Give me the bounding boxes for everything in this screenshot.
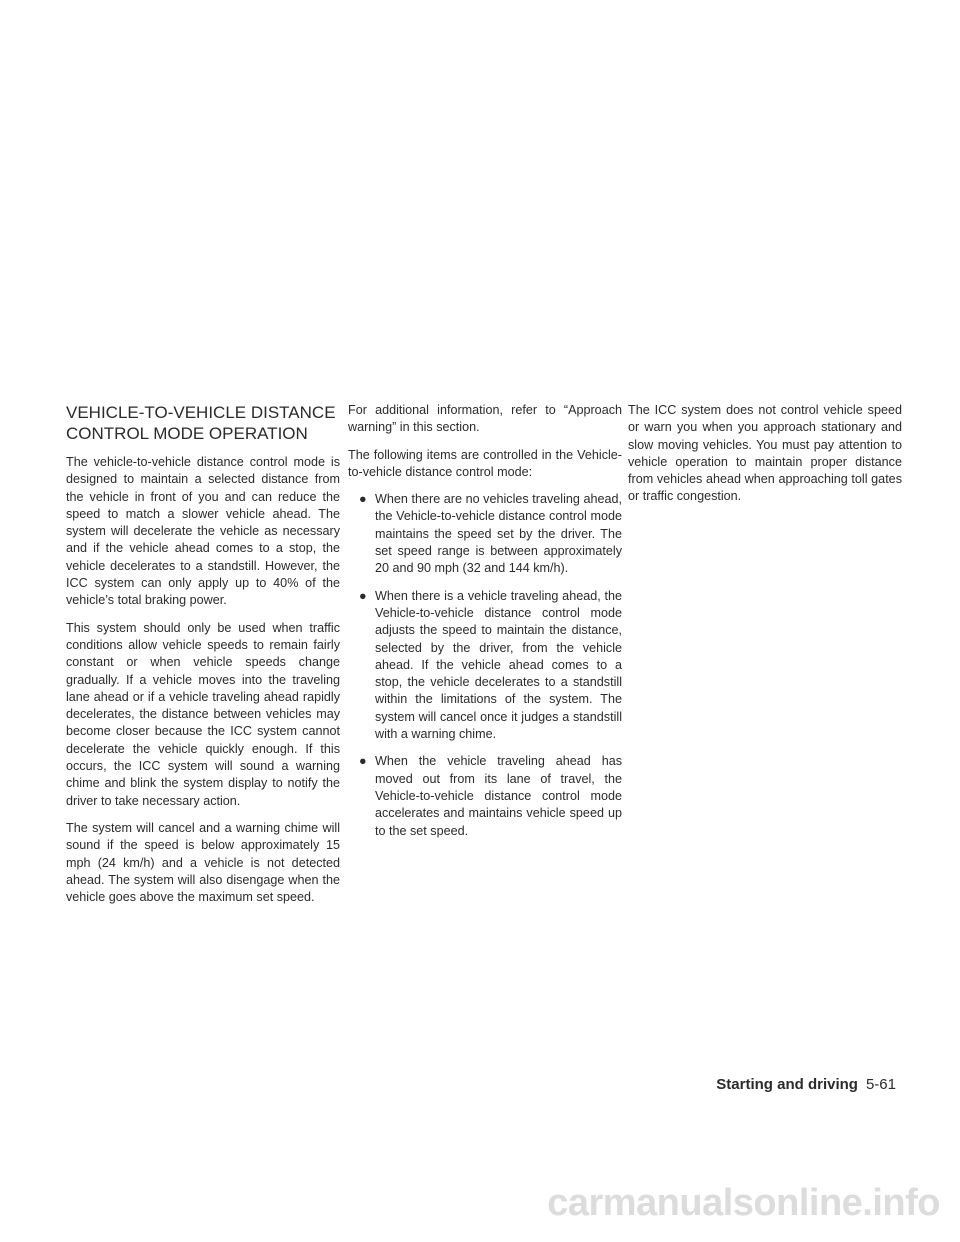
column-right — [628, 402, 902, 516]
paragraph: The vehicle-to-vehicle distance control mode is designed to maintain a selected distance from the vehicle in front of you and can reduce the speed to match a slower vehicle ahead. The system will decelerate the vehicle as necessary and if the vehicle ahead comes to a stop, the vehicle decelerates to a standstill. However, the ICC system can only apply up to 40% of the vehicle’s total braking power. — [66, 455, 340, 608]
paragraph: The ICC system does not control vehicle speed or warn you when you approach stationary and slow moving vehicles. You must pay attention to vehicle operation to maintain proper distance from vehicles ahead when approaching toll gates or traffic congestion. — [628, 403, 902, 504]
list-item — [348, 753, 622, 839]
bullet-dot-icon: ● — [359, 492, 367, 507]
bullet-list — [348, 491, 622, 840]
column-left — [66, 402, 340, 916]
paragraph: The following items are controlled in the Vehicle-to-vehicle distance control mode: — [348, 447, 622, 479]
list-item-text: When there is a vehicle traveling ahead, the Vehicle-to-vehicle distance control mode adjusts the speed to maintain the distance, selected by the driver, from the vehicle ahead. If the vehicle ahead comes to a stop, the vehicle decelerates to a standstill within the limitations of the system. The system will cancel once it judges a standstill with a warning chime. — [375, 588, 622, 742]
page-number: 5-61 — [865, 1076, 896, 1093]
section-title — [66, 402, 340, 444]
section-title-line1: VEHICLE-TO-VEHICLE DISTANCE — [66, 403, 336, 422]
list-item-text: When the vehicle traveling ahead has moved out from its lane of travel, the Vehicle-to-vehicle distance control mode accelerates and maintains vehicle speed up to the set speed. — [375, 754, 622, 838]
watermark-text: carmanualsonline.info — [547, 1181, 940, 1224]
bullet-dot-icon: ● — [359, 754, 367, 769]
bullet-dot-icon: ● — [359, 588, 367, 603]
column-middle — [348, 402, 622, 850]
list-item — [348, 491, 622, 577]
paragraph: For additional information, refer to “Approach warning” in this section. — [348, 403, 622, 435]
footer-section-name: Starting and driving — [716, 1076, 858, 1093]
page-footer — [716, 1076, 896, 1093]
section-title-line2: CONTROL MODE OPERATION — [66, 424, 308, 443]
paragraph: The system will cancel and a warning chime will sound if the speed is below approximately 15 mph (24 km/h) and a vehicle is not detected ahead. The system will also disengage when the vehicle goes above the maximum set speed. — [66, 820, 340, 905]
watermark — [0, 1164, 960, 1242]
list-item-text: When there are no vehicles traveling ahead, the Vehicle-to-vehicle distance control mode maintains the speed set by the driver. The set speed range is between approximately 20 and 90 mph (32 and 144 km/h). — [375, 492, 622, 576]
paragraph: This system should only be used when traffic conditions allow vehicle speeds to remain fairly constant or when vehicle speeds change gradually. If a vehicle moves into the traveling lane ahead or if a vehicle traveling ahead rapidly decelerates, the distance between vehicles may become closer because the ICC system cannot decelerate the vehicle quickly enough. If this occurs, the ICC system will sound a warning chime and blink the system display to notify the driver to take necessary action. — [66, 620, 340, 808]
list-item — [348, 588, 622, 744]
